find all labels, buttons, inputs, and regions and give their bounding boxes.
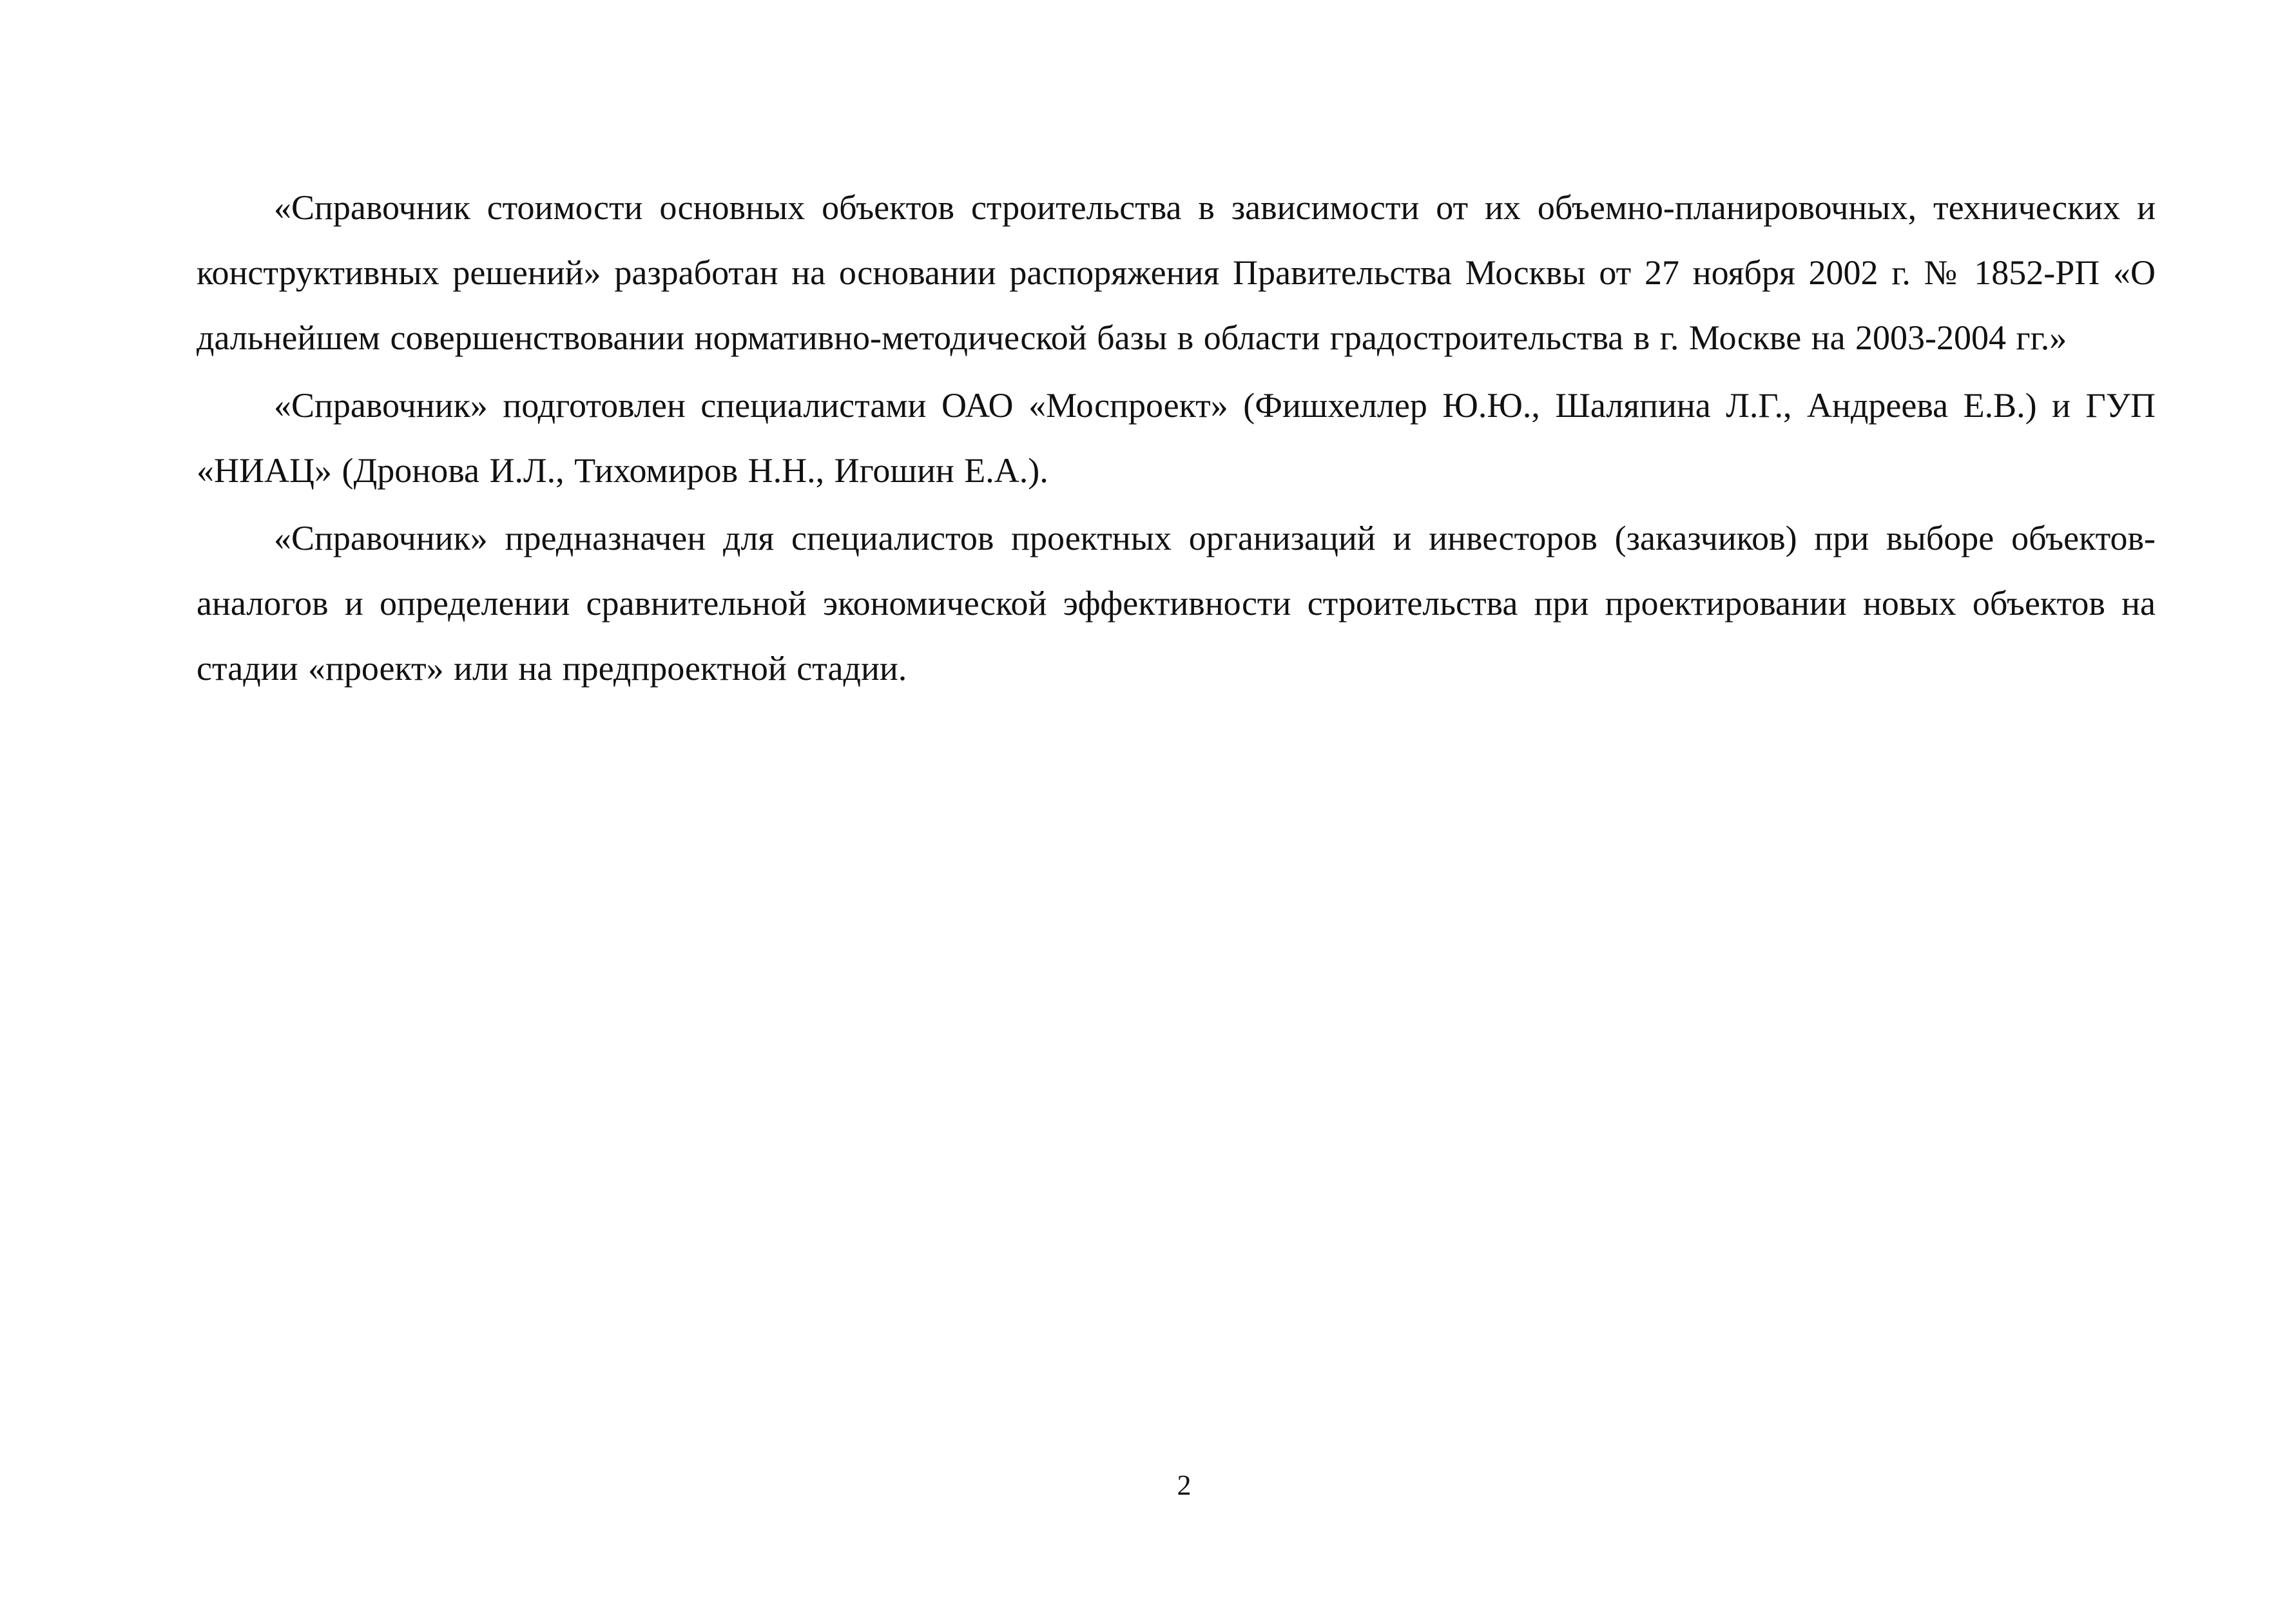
document-body (197, 175, 2156, 701)
paragraph-purpose: «Справочник» предназначен для специалистов проектных организаций и инвесторов (заказчиков) при выборе объектов-аналогов и определении сравнительной экономической эффективности строительства при проектировании новых объектов на стадии «проект» или на предпроектной стадии. (197, 519, 2156, 688)
page-number: 2 (1177, 1469, 1192, 1501)
paragraph-authors: «Справочник» подготовлен специалистами ОАО «Моспроект» (Фишхеллер Ю.Ю., Шаляпина Л.Г., Андреева Е.В.) и ГУП «НИАЦ» (Дронова И.Л., Тихомиров Н.Н., Игошин Е.А.). (197, 386, 2156, 490)
paragraph-reference-origin: «Справочник стоимости основных объектов строительства в зависимости от их объемно-планировочных, технических и конструктивных решений» разработан на основании распоряжения Правительства Москвы от 27 ноября 2002 г. № 1852-РП «О дальнейшем совершенствовании нормативно-методической базы в области градостроительства в г. Москве на 2003-2004 гг.» (197, 188, 2156, 357)
